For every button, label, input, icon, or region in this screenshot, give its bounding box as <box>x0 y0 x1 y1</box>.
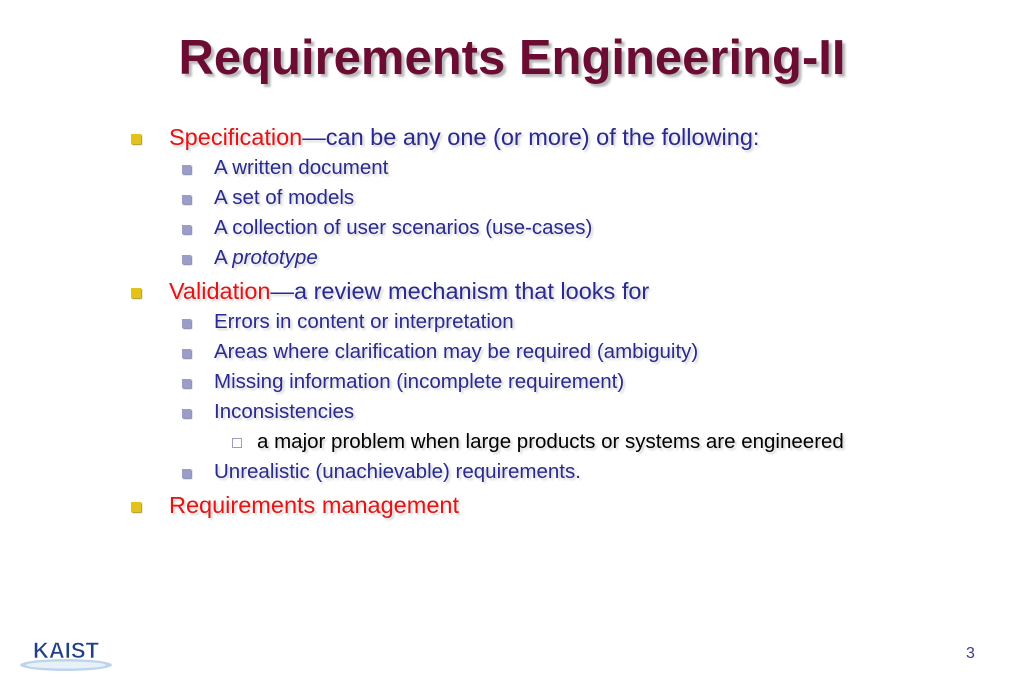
specification-text: —can be any one (or more) of the following: <box>302 124 760 150</box>
sub-bullet-missing: Missing information (incomplete requirement) <box>182 369 624 395</box>
bullet-validation <box>131 276 649 306</box>
slide-title: Requirements Engineering-II <box>178 31 846 85</box>
square-bullet-icon <box>131 288 141 298</box>
logo-text: KAIST <box>33 638 99 663</box>
square-bullet-icon <box>131 134 141 144</box>
bullet-requirements-management: Requirements management <box>131 490 459 520</box>
prototype-emphasis: prototype <box>232 246 318 269</box>
sub-bullet-scenarios: A collection of user scenarios (use-cases) <box>182 215 592 241</box>
hollow-square-bullet-icon <box>232 438 242 448</box>
square-bullet-icon <box>182 379 191 388</box>
sub-sub-bullet-major-problem: a major problem when large products or systems are engineered <box>232 429 844 455</box>
sub-bullet-inconsistencies: Inconsistencies <box>182 399 354 425</box>
square-bullet-icon <box>182 409 191 418</box>
kaist-logo <box>18 634 114 674</box>
sub-bullet-unrealistic: Unrealistic (unachievable) requirements. <box>182 459 581 485</box>
sub-bullet-errors: Errors in content or interpretation <box>182 309 514 335</box>
sub-bullet-models: A set of models <box>182 185 354 211</box>
square-bullet-icon <box>182 165 191 174</box>
sub-bullet-written-document: A written document <box>182 155 388 181</box>
square-bullet-icon <box>182 225 191 234</box>
square-bullet-icon <box>182 349 191 358</box>
term-specification: Specification <box>169 124 303 150</box>
prototype-prefix: A <box>214 246 233 269</box>
square-bullet-icon <box>182 319 191 328</box>
term-validation: Validation <box>169 278 271 304</box>
bullet-specification <box>131 122 759 152</box>
square-bullet-icon <box>182 469 191 478</box>
validation-text: —a review mechanism that looks for <box>270 278 650 304</box>
sub-bullet-ambiguity: Areas where clarification may be required (ambiguity) <box>182 339 698 365</box>
square-bullet-icon <box>182 255 191 264</box>
square-bullet-icon <box>182 195 191 204</box>
square-bullet-icon <box>131 502 141 512</box>
sub-bullet-prototype <box>182 245 318 271</box>
page-number: 3 <box>966 645 975 662</box>
